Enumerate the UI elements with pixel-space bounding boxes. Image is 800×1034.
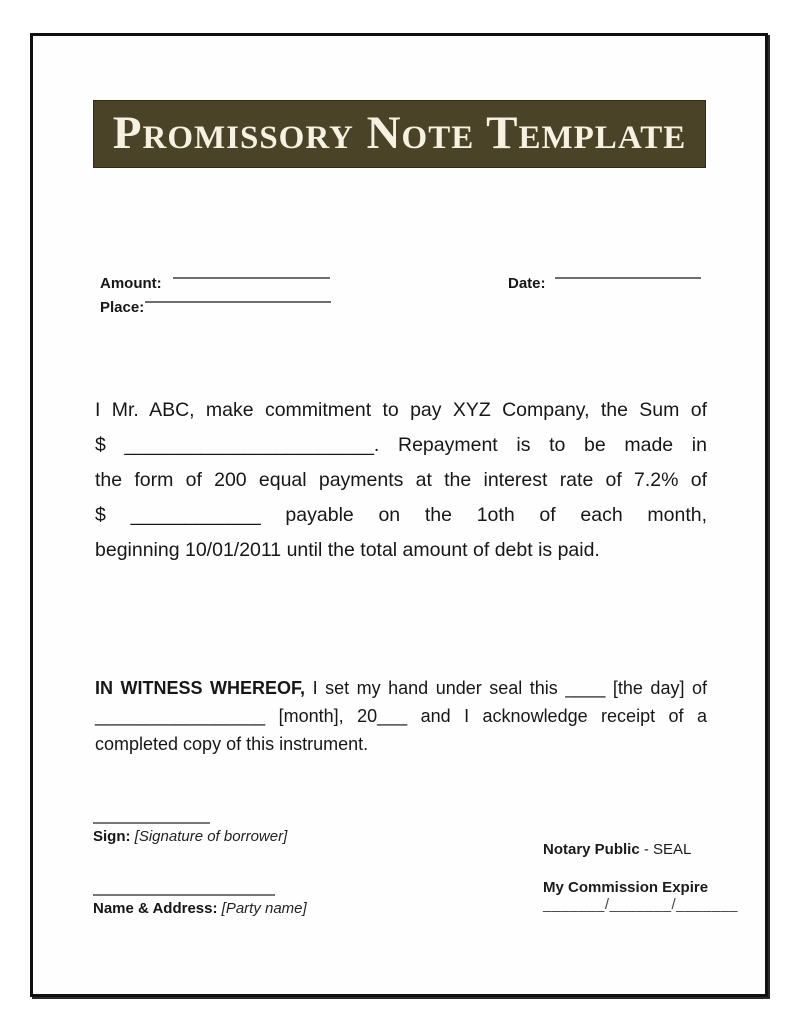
page-title: Promissory Note Template — [93, 100, 706, 168]
sign-label: Sign: — [93, 828, 131, 845]
promise-line-2: $ _______________________. Repayment is to be made in — [95, 434, 707, 456]
promise-line-1: I Mr. ABC, make commitment to pay XYZ Company, the Sum of — [95, 399, 707, 421]
witness-line-2: _________________ [month], 20___ and I acknowledge receipt of a — [95, 706, 707, 726]
commission-label: My Commission Expire — [543, 879, 709, 896]
promise-line-5: beginning 10/01/2011 until the total amount of debt is paid. — [95, 539, 600, 561]
date-blank-line — [555, 261, 701, 279]
promise-line-4: $ ____________ payable on the 1oth of each month, — [95, 504, 707, 526]
amount-blank-line — [173, 261, 330, 279]
witness-lead: IN WITNESS WHEREOF, — [95, 678, 306, 698]
notary-seal-label: - SEAL — [643, 841, 692, 858]
witness-line-1-rest: I set my hand under seal this ____ [the day] of — [312, 678, 707, 698]
witness-line-3: completed copy of this instrument. — [95, 734, 369, 754]
commission-block — [543, 879, 738, 913]
name-address-hint: [Party name] — [221, 900, 307, 917]
name-address-block — [93, 886, 307, 917]
notary-public-label: Notary Public — [543, 841, 640, 858]
sign-hint: [Signature of borrower] — [134, 828, 288, 845]
place-blank-line — [145, 285, 331, 303]
sign-block — [93, 814, 287, 845]
notary-public-line — [543, 841, 691, 858]
name-blank-line — [93, 886, 275, 896]
date-label: Date: — [508, 275, 546, 292]
document-page — [30, 33, 768, 997]
place-label: Place: — [100, 299, 145, 316]
name-address-label: Name & Address: — [93, 900, 218, 917]
promise-line-3: the form of 200 equal payments at the interest rate of 7.2% of — [95, 469, 707, 491]
witness-line-1 — [95, 674, 707, 702]
promise-paragraph — [95, 393, 707, 568]
witness-paragraph — [95, 674, 707, 758]
amount-label: Amount: — [100, 275, 162, 292]
commission-date-slots: _______/_______/_______ — [543, 896, 739, 913]
sign-blank-line — [93, 814, 210, 824]
